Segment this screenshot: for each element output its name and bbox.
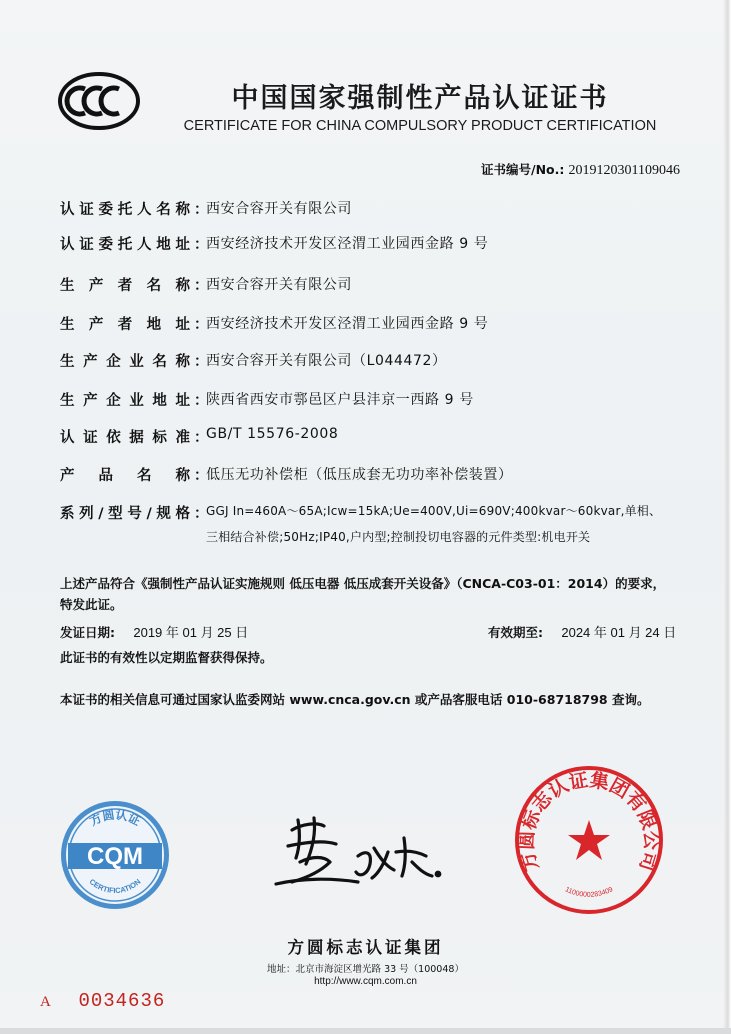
cqm-seal-bottom-text: CERTIFICATION	[87, 877, 143, 896]
page-bottom-band	[0, 1028, 731, 1034]
red-seal-text: 方圆标志认证集团有限公司	[515, 769, 663, 874]
field-value: GGJ In=460A～65A;Icw=15kA;Ue=400V,Ui=690V;400kvar～60kvar,单相、	[206, 504, 662, 518]
serial-number	[40, 990, 165, 1012]
red-seal-code: 1100000283409	[563, 886, 615, 899]
field-value: GB/T 15576-2008	[206, 426, 339, 442]
cqm-seal-icon	[58, 798, 172, 912]
field-value: 陕西省西安市鄠邑区户县沣京一西路 9 号	[206, 392, 474, 408]
field-label: 系列/型号/规格	[60, 506, 190, 522]
statement-line1: 上述产品符合《强制性产品认证实施规则 低压电器 低压成套开关设备》（CNCA-C03-01：2014）的要求，	[60, 576, 666, 591]
field-value: 西安合容开关有限公司	[206, 201, 352, 217]
page-edge	[723, 0, 731, 1034]
company-red-seal-icon	[513, 764, 665, 916]
field-label: 认证依据标准	[60, 430, 190, 446]
signature-icon	[262, 812, 452, 892]
field-value: 低压无功补偿柜（低压成套无功功率补偿装置）	[206, 467, 513, 483]
certificate-number	[440, 160, 680, 179]
field-value: 西安经济技术开发区泾渭工业园西金路 9 号	[206, 236, 489, 252]
field-label: 生产者地址	[60, 317, 190, 333]
serial-prefix: A	[40, 994, 51, 1010]
field-value: 西安合容开关有限公司	[206, 277, 352, 293]
issue-date-label: 发证日期:	[60, 625, 115, 640]
field-label: 认证委托人地址	[60, 237, 190, 253]
info-note: 本证书的相关信息可通过国家认监委网站 www.cnca.gov.cn 或产品客服电话 010-68718798 查询。	[60, 692, 650, 707]
issue-date-value: 2019 年 01 月 25 日	[133, 625, 249, 640]
statement-line2: 特发此证。	[60, 597, 123, 612]
footer-address: 地址：北京市海淀区增光路 33 号（100048）	[267, 964, 464, 975]
certificate-page: 中国国家强制性产品认证证书 CERTIFICATE FOR CHINA COMPULSORY PRODUCT CERTIFICATION 证书编号/No.: 2019120301109046 认证委托人名称 ： 西安合容开关有限公司 认证委托人地址 ： 西安经济技术开发区泾渭工业园西金路 9 号 生产者名称 ： 西安合容开关有限公司 生产者地址 ： 西安经济技术开发区泾渭工业园西金路 9 号 生产企业名称 ： 西安合容开关有限公司（L044472） 生产企业地址 ： 陕西省西安市鄠邑区户县沣京一西路 9 号 认证依据标准 ： GB/T 15576-2008 产品名称 ： 低压无功补偿柜（低压成套无功功率补偿装置） 系列/型号/规格 ： GGJ In=460A～65A;Icw=15kA;Ue=400V,Ui=690V;400kvar～60kvar,单相、 三相结合补偿;50Hz;IP40,户内型;控制投切电容器的元件类型:机电开关 上述产品符合《强制性产品认证实施规则 低压电器 低压成套开关设备》（CNCA-C03-01：2014）的要求， 特发此证。 发证日期: 2019 年 01 月 25 日 有效期至: 2024 年 01 月 24 日 此证书的有效性以定期监督获得保持。 本证书的相关信息可通过国家认监委网站 www.cnca.gov.cn 或产品客服电话 010-68718798 查询。 方圆认证 CQM CERTIFICATION 方圆标志认证集团有限公司 1100000283409 方圆标志认证集团 地址：北京市海淀区增光路 33 号（100048） http://www.cqm.com.cn A 0034636	[0, 0, 731, 1034]
ccc-logo-icon	[58, 72, 140, 130]
validity-note: 此证书的有效性以定期监督获得保持。	[60, 650, 273, 665]
cert-no-label: 证书编号/No.:	[481, 162, 565, 177]
footer-website: http://www.cqm.com.cn	[314, 976, 417, 987]
field-label: 生产企业名称	[60, 354, 190, 370]
field-label: 生产者名称	[60, 278, 190, 294]
expire-date-label: 有效期至:	[488, 625, 543, 640]
field-value: 西安合容开关有限公司（L044472）	[206, 353, 447, 369]
cqm-seal-mark: CQM	[87, 843, 143, 870]
cqm-seal-top-text: 方圆认证	[87, 807, 143, 829]
expire-date	[488, 622, 676, 641]
field-value: 西安经济技术开发区泾渭工业园西金路 9 号	[206, 316, 489, 332]
cert-no-value: 2019120301109046	[568, 163, 680, 178]
field-label: 产品名称	[60, 468, 190, 484]
expire-date-value: 2024 年 01 月 24 日	[561, 625, 677, 640]
serial-value: 0034636	[78, 990, 166, 1012]
title-en: CERTIFICATE FOR CHINA COMPULSORY PRODUCT CERTIFICATION	[183, 118, 657, 134]
title-cn: 中国国家强制性产品认证证书	[231, 83, 609, 114]
field-value-line2: 三相结合补偿;50Hz;IP40,户内型;控制投切电容器的元件类型:机电开关	[206, 530, 591, 544]
issue-date	[60, 622, 248, 641]
field-label: 生产企业地址	[60, 393, 190, 409]
footer-organization: 方圆标志认证集团	[287, 938, 444, 957]
field-label: 认证委托人名称	[60, 202, 190, 218]
